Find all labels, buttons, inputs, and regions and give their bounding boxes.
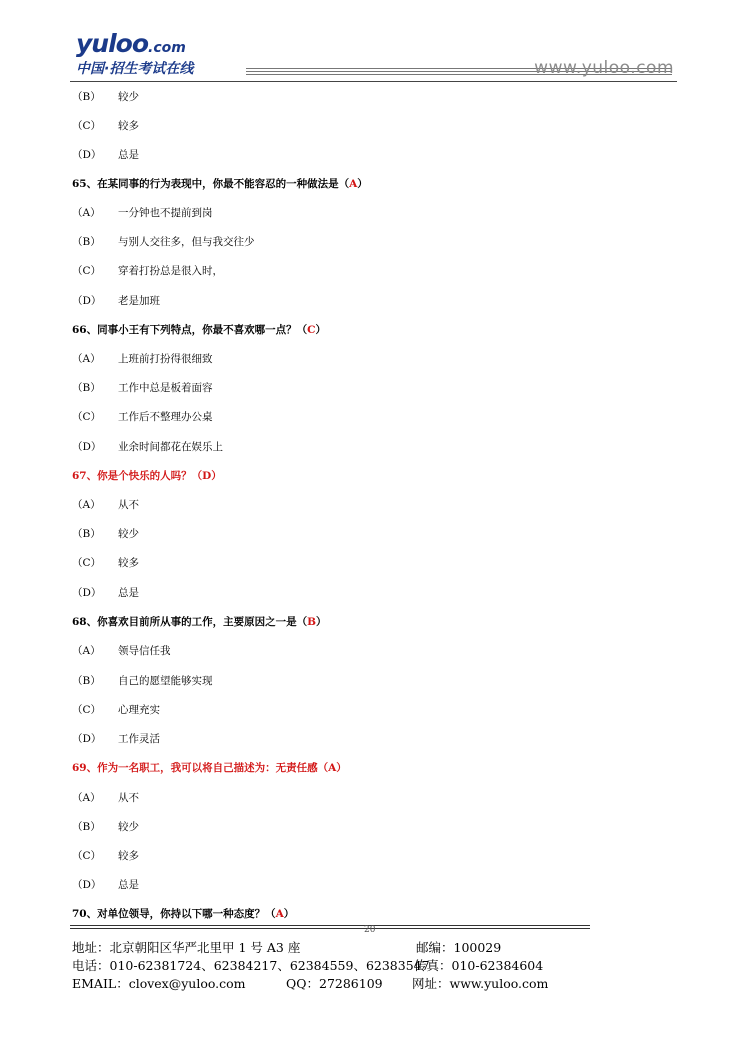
option-item: （D） 总是 [72, 879, 139, 891]
footer-address: 地址：北京朝阳区华严北里甲 1 号 A3 座 [72, 940, 301, 955]
option-item: （D） 老是加班 [72, 295, 160, 307]
option-item: （D） 工作灵活 [72, 733, 160, 745]
option-item: （C） 较多 [72, 557, 139, 569]
question-70: 70、对单位领导，你持以下哪一种态度？（A） [72, 908, 295, 920]
option-item: （A） 一分钟也不提前到岗 [72, 207, 213, 219]
page-number: 20 [364, 925, 376, 935]
footer-rule-lines [70, 925, 590, 931]
question-65: 65、在某同事的行为表现中，你最不能容忍的一种做法是（A） [72, 178, 368, 190]
option-item: （B） 较少 [72, 91, 139, 103]
question-68: 68、你喜欢目前所从事的工作，主要原因之一是（B） [72, 616, 327, 628]
footer-postcode: 邮编：100029 [416, 940, 502, 955]
answer-65: A [349, 178, 358, 190]
logo-wordmark: yuloo.com [76, 29, 186, 58]
question-66: 66、同事小王有下列特点，你最不喜欢哪一点？（C） [72, 324, 326, 336]
option-item: （B） 较少 [72, 528, 139, 540]
option-item: （A） 上班前打扮得很细致 [72, 353, 213, 365]
header-url: www.yuloo.com [534, 58, 674, 78]
answer-66: C [307, 324, 316, 336]
header-divider [70, 81, 677, 82]
footer-website[interactable]: 网址：www.yuloo.com [412, 976, 549, 991]
footer-phone: 电话：010-62381724、62384217、62384559、62383547 [72, 958, 430, 973]
question-67: 67、你是个快乐的人吗？（D） [72, 470, 222, 482]
option-item: （A） 从不 [72, 499, 139, 511]
option-item: （C） 较多 [72, 850, 139, 862]
footer-email-link[interactable]: clovex@yuloo.com [128, 976, 246, 991]
option-item: （B） 较少 [72, 821, 139, 833]
option-item: （A） 从不 [72, 792, 139, 804]
option-item: （A） 领导信任我 [72, 645, 171, 657]
answer-70: A [275, 908, 284, 920]
question-69: 69、作为一名职工，我可以将自己描述为：无责任感（A） [72, 762, 347, 774]
option-item: （B） 工作中总是板着面容 [72, 382, 213, 394]
footer-email: EMAIL：clovex@yuloo.com [72, 976, 246, 991]
option-item: （C） 工作后不整理办公桌 [72, 411, 213, 423]
option-item: （D） 总是 [72, 587, 139, 599]
answer-68: B [307, 616, 316, 628]
option-item: （D） 业余时间都花在娱乐上 [72, 441, 223, 453]
option-item: （B） 自己的愿望能够实现 [72, 675, 213, 687]
option-item: （B） 与别人交往多，但与我交往少 [72, 236, 255, 248]
site-logo[interactable] [76, 30, 193, 78]
option-item: （C） 穿着打扮总是很入时， [72, 265, 223, 277]
option-item: （D） 总是 [72, 149, 139, 161]
logo-tagline: 中国·招生考试在线 [76, 61, 194, 77]
footer-qq: QQ：27286109 [286, 976, 383, 991]
footer-fax: 传真：010-62384604 [414, 958, 544, 973]
option-item: （C） 较多 [72, 120, 139, 132]
option-item: （C） 心理充实 [72, 704, 160, 716]
